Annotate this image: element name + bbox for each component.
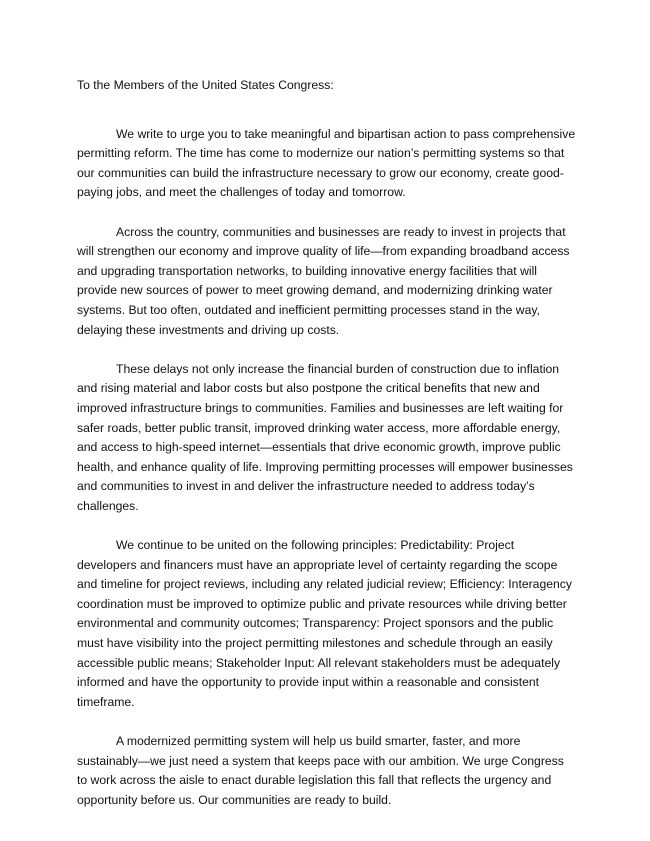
paragraph-intro: We write to urge you to take meaningful and bipartisan action to pass comprehensive permitting reform. The time has come to modernize our nation’s permitting systems so that our communities can build the infrastructure necessary to grow our economy, create good-paying jobs, and meet the challenges of today and tomorrow. (77, 126, 576, 200)
paragraph-investment: Across the country, communities and businesses are ready to invest in projects that will strengthen our economy and improve quality of life—from expanding broadband access and upgrading transportation networks, to building innovative energy facilities that will provide new sources of power to meet growing demand, and modernizing drinking water systems. But too often, outdated and inefficient permitting processes stand in the way, delaying these investments and driving up costs. (77, 224, 570, 337)
letter-body (77, 76, 577, 830)
salutation: To the Members of the United States Congress: (77, 78, 334, 92)
paragraph-principles: We continue to be united on the following principles: Predictability: Project developers and financers must have an appropriate level of certainty regarding the scope and timeline for project reviews, including any related judicial review; Efficiency: Interagency coordination must be improved to optimize public and private resources while driving better environmental and community outcomes; Transparency: Project sponsors and the public must have visibility into the project permitting milestones and schedule through an easily accessible public means; Stakeholder Input: All relevant stakeholders must be adequately informed and have the opportunity to provide input within a reasonable and consistent timeframe. (77, 538, 572, 709)
paragraph-delays: These delays not only increase the financial burden of construction due to inflation and rising material and labor costs but also postpone the critical benefits that new and improved infrastructure brings to communities. Families and businesses are left waiting for safer roads, better public transit, improved drinking water access, more affordable energy, and access to high-speed internet—essentials that drive economic growth, improve public health, and enhance quality of life. Improving permitting processes will empower businesses and communities to invest in and deliver the infrastructure needed to address today’s challenges. (77, 361, 573, 513)
paragraph-conclusion: A modernized permitting system will help us build smarter, faster, and more sustainably—we just need a system that keeps pace with our ambition. We urge Congress to work across the aisle to enact durable legislation this fall that reflects the urgency and opportunity before us. Our communities are ready to build. (77, 734, 564, 807)
